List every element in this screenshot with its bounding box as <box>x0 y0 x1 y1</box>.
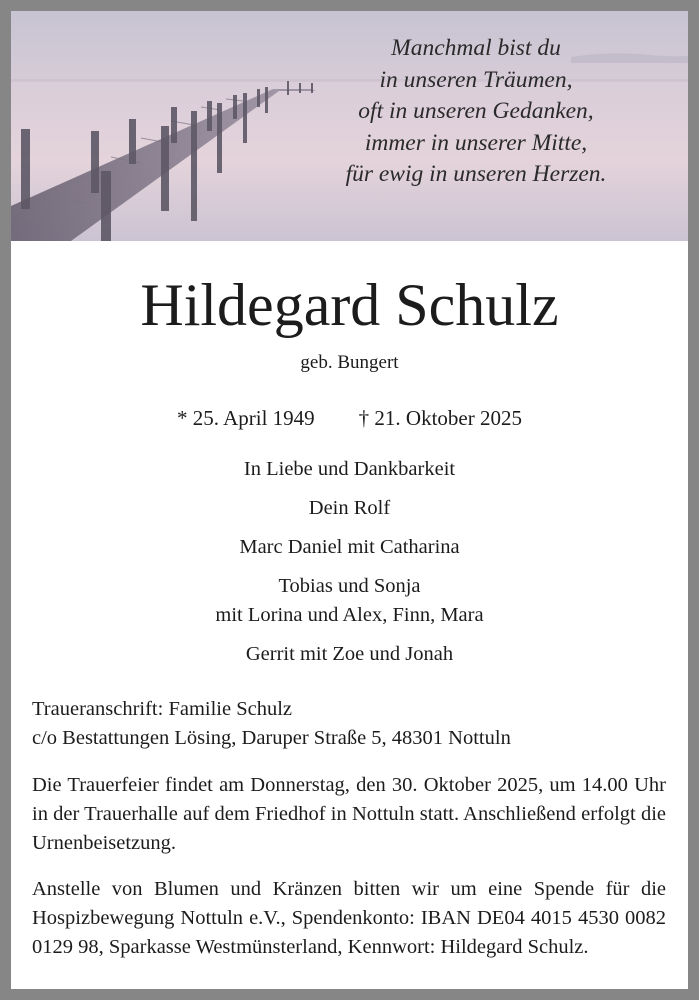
mourner-line: Gerrit mit Zoe und Jonah <box>245 643 454 665</box>
poem-line: immer in unserer Mitte, <box>364 129 588 156</box>
address-line: c/o Bestattungen Lösing, Daruper Straße 5, 48301 Nottuln <box>32 727 511 749</box>
mourner-line: mit Lorina und Alex, Finn, Mara <box>215 604 484 626</box>
birth-date: * 25. April 1949 <box>177 406 315 430</box>
donation-request-text: Anstelle von Blumen und Kränzen bitten wir um eine Spende für die Hospizbewegung Nottuln e.V., Spendenkonto: IBAN DE04 4015 4530 0082 0129 98, Sparkasse Westmünsterland, Kennwort: Hildegard Schulz. <box>32 878 666 958</box>
funeral-ceremony-text: Die Trauerfeier findet am Donnerstag, den 30. Oktober 2025, um 14.00 Uhr in der Trauerhalle auf dem Friedhof in Nottuln statt. Anschließend erfolgt die Urnenbeisetzung. <box>32 774 666 854</box>
death-date: † 21. Oktober 2025 <box>358 406 522 430</box>
address-line: Traueranschrift: Familie Schulz <box>32 698 292 720</box>
birth-name: geb. Bungert <box>300 352 399 373</box>
life-dates <box>11 405 688 431</box>
poem-line: oft in unseren Gedanken, <box>358 98 594 124</box>
mourning-address <box>32 695 666 753</box>
mourner-line: Marc Daniel mit Catharina <box>239 536 460 558</box>
mourners-intro: In Liebe und Dankbarkeit <box>243 458 456 480</box>
mourner-line: Dein Rolf <box>308 497 391 519</box>
mourners-list <box>11 455 688 679</box>
poem-line: Manchmal bist du <box>391 35 561 61</box>
mourner-line: Tobias und Sonja <box>278 575 421 597</box>
poem <box>286 33 666 191</box>
poem-line: für ewig in unseren Herzen. <box>345 161 607 187</box>
poem-line: in unseren Träumen, <box>379 66 573 93</box>
deceased-name: Hildegard Schulz <box>140 272 559 338</box>
banner-image <box>11 11 688 241</box>
